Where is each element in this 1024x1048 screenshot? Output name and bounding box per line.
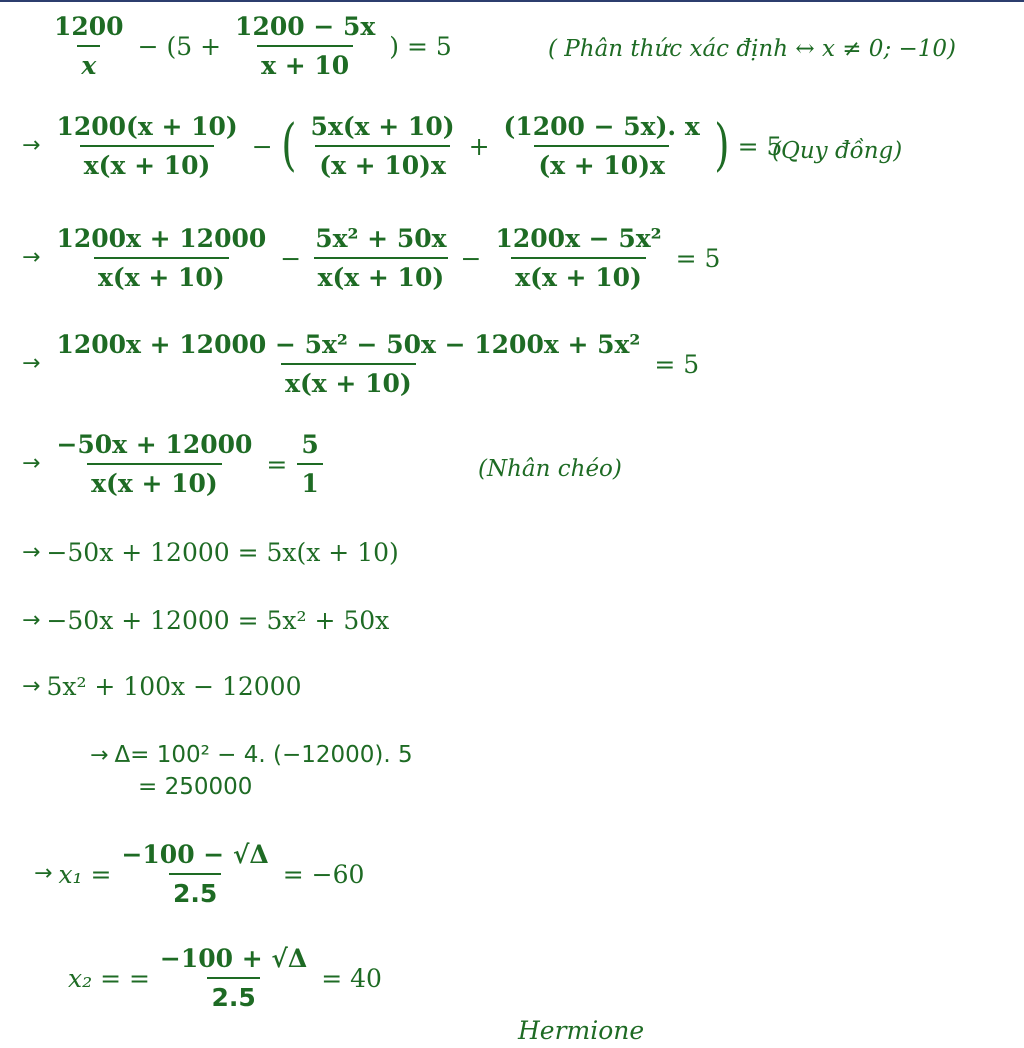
note-common-denominator: (Quy đồng) — [772, 138, 903, 164]
equation-text: = 250000 — [138, 774, 253, 800]
fraction — [311, 226, 450, 290]
equation-line-3 — [22, 226, 724, 290]
equation-line-2 — [22, 114, 786, 178]
numerator: 5x(x + 10) — [310, 112, 455, 141]
arrow-icon: → — [22, 133, 41, 158]
numerator: −50x + 12000 — [56, 430, 253, 459]
denominator: x(x + 10) — [80, 145, 215, 178]
equation-line-1 — [44, 14, 456, 78]
numerator: 5x² + 50x — [315, 224, 447, 253]
arrow-icon: → — [34, 861, 53, 886]
equation-line-5 — [22, 432, 329, 496]
numerator: 1200(x + 10) — [56, 112, 238, 141]
denominator: x(x + 10) — [87, 463, 222, 496]
operator: − (5 + — [137, 31, 222, 61]
arrow-icon: → — [90, 742, 109, 768]
operator: = 5 — [675, 243, 721, 273]
arrow-icon: → — [22, 673, 41, 699]
numerator: 1200 − 5x — [235, 12, 376, 41]
denominator: (x + 10)x — [315, 145, 450, 178]
equation-line-10 — [138, 776, 252, 799]
x2-label: x₂ = = — [68, 963, 150, 993]
numerator: 1200x + 12000 — [56, 224, 267, 253]
numerator: 1200 — [54, 12, 124, 41]
denominator: x + 10 — [257, 45, 353, 78]
equation-text: Δ= 100² − 4. (−12000). 5 — [114, 742, 413, 768]
x1-label: x₁ = — [58, 859, 112, 889]
numerator: 5 — [301, 430, 319, 459]
fraction — [52, 114, 241, 178]
arrow-icon: → — [22, 607, 41, 633]
denominator: (x + 10)x — [534, 145, 669, 178]
equation-text: −50x + 12000 = 5x(x + 10) — [46, 538, 399, 567]
denominator: x(x + 10) — [94, 257, 229, 290]
equation-text: 5x² + 100x − 12000 — [46, 672, 302, 701]
arrow-icon: → — [22, 351, 41, 376]
numerator: −100 + √Δ — [159, 944, 308, 973]
operator: − — [280, 243, 302, 273]
equation-text: −50x + 12000 = 5x² + 50x — [46, 606, 390, 635]
fraction — [52, 432, 256, 496]
note-cross-multiply: (Nhân chéo) — [478, 456, 622, 482]
operator: ) = 5 — [389, 31, 452, 61]
equation-line-4 — [22, 332, 703, 396]
operator: = 5 — [654, 349, 700, 379]
equation-line-11 — [34, 842, 368, 906]
fraction — [52, 332, 644, 396]
fraction — [117, 842, 272, 906]
numerator: −100 − √Δ — [121, 840, 269, 869]
fraction — [50, 14, 128, 78]
operator: = — [266, 449, 288, 479]
equation-line-9 — [90, 744, 413, 767]
operator: = 5 — [737, 131, 783, 161]
denominator: 1 — [297, 463, 322, 496]
note-domain: ( Phân thức xác định ↔ x ≠ 0; −10) — [548, 36, 957, 62]
denominator: x(x + 10) — [511, 257, 646, 290]
denominator: 2.5 — [207, 977, 259, 1010]
fraction — [52, 226, 270, 290]
numerator: (1200 − 5x). x — [503, 112, 700, 141]
operator: − — [251, 131, 273, 161]
numerator: 1200x − 5x² — [495, 224, 662, 253]
operator: = 40 — [321, 963, 382, 993]
operator: − — [460, 243, 482, 273]
close-paren: ) — [714, 112, 730, 178]
denominator: x — [77, 45, 100, 78]
fraction — [297, 432, 322, 496]
denominator: x(x + 10) — [314, 257, 449, 290]
open-paren: ( — [280, 112, 297, 178]
denominator: 2.5 — [169, 873, 221, 906]
equation-line-6 — [22, 540, 399, 565]
operator: = −60 — [282, 859, 365, 889]
fraction — [307, 114, 459, 178]
denominator: x(x + 10) — [281, 363, 416, 396]
arrow-icon: → — [22, 245, 41, 270]
equation-line-7 — [22, 608, 389, 633]
fraction — [500, 114, 704, 178]
top-border — [0, 0, 1024, 2]
arrow-icon: → — [22, 451, 41, 476]
fraction — [491, 226, 665, 290]
operator: + — [468, 131, 490, 161]
numerator: 1200x + 12000 − 5x² − 50x − 1200x + 5x² — [56, 330, 641, 359]
author-signature: Hermione — [518, 1016, 645, 1045]
equation-line-12 — [68, 946, 386, 1010]
equation-line-8 — [22, 674, 302, 699]
fraction — [156, 946, 311, 1010]
arrow-icon: → — [22, 539, 41, 565]
fraction — [231, 14, 379, 78]
